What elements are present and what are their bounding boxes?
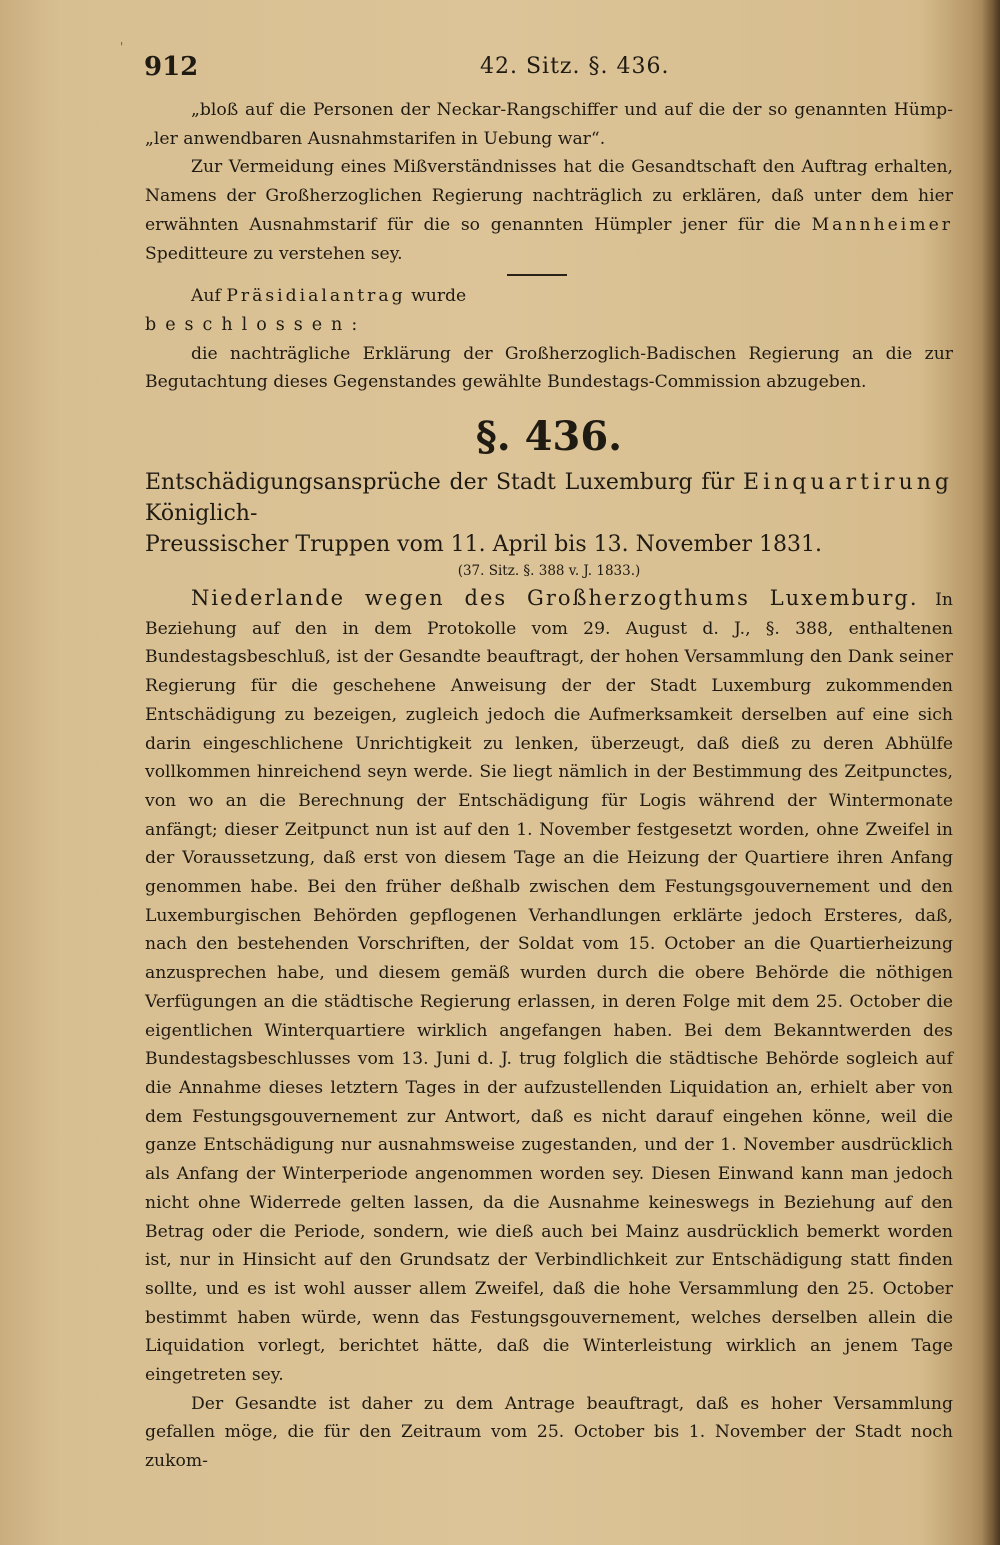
section-reference: (37. Sitz. §. 388 v. J. 1833.) [457, 563, 641, 580]
separator-rule [507, 274, 567, 276]
page-number: 912 [144, 52, 199, 82]
paragraph-clarification [145, 153, 953, 268]
body-paragraph-1 [145, 584, 953, 1390]
paragraph-end: Speditteure zu verstehen sey. [145, 243, 403, 264]
body-paragraph-2: Der Gesandte ist daher zu dem Antrage beauftragt, daß es hoher Versammlung gefallen möge, die für den Zeitraum vom 25. October bis 1. November der Stadt noch zukom- [145, 1393, 953, 1472]
decision-text: die nachträgliche Erklärung der Großherzoglich-Badischen Regierung an die zur Begutachtung dieses Gegenstandes gewählte Bundestags-Commission abzugeben. [145, 343, 953, 393]
decision-heading: beschlossen: [145, 314, 367, 335]
section-number: §. 436. [475, 413, 623, 461]
page-text [145, 96, 953, 1476]
body-text-1: In Beziehung auf den in dem Protokolle vom 29. August d. J., §. 388, enthaltenen Bundestagsbeschluß, ist der Gesandte beauftragt, der hohen Versammlung den Dank seiner Regierung für die geschehene Anweisung der der Stadt Luxemburg zukommenden Entschädigung zu bezeigen, zugleich jedoch die Aufmerksamkeit derselben auf eine sich darin eingeschlichene Unrichtigkeit zu lenken, überzeugt, daß dieß zu deren Abhülfe vollkommen hinreichend seyn werde. Sie liegt nämlich in der Bestimmung des Zeitpunctes, von wo an die Berechnung der Entschädigung für Logis während der Wintermonate anfängt; dieser Zeitpunct nun ist auf den 1. November festgesetzt worden, ohne Zweifel in der Voraussetzung, daß erst von diesem Tage an die Heizung der Quartiere ihren Anfang genommen habe. Bei den früher deßhalb zwischen dem Festungsgouvernement und den Luxemburgischen Behörden gepflogenen Verhandlungen erklärte jedoch Ersteres, daß, nach den bestehenden Vorschriften, der Soldat vom 15. October an die Quartierheizung anzusprechen habe, und diesem gemäß wurden durch die obere Behörde die nöthigen Verfügungen an die städtische Regierung erlassen, in deren Folge mit dem 25. October die eigentlichen Winterquartiere wirklich angefangen haben. Bei dem Bekanntwerden des Bundestagsbeschlusses vom 13. Juni d. J. trug folglich die städtische Behörde sogleich auf die Annahme dieses letztern Tages in der aufzustellenden Liquidation an, erhielt aber von dem Festungsgouvernement zur Antwort, daß es nicht darauf eingehen könne, weil die ganze Entschädigung nur ausnahmsweise zugestanden, und der 1. November ausdrücklich als Anfang der Winterperiode angenommen worden sey. Diesen Einwand kann man jedoch nicht ohne Widerrede gelten lassen, da die Ausnahme keineswegs in Beziehung auf den Betrag oder die Periode, sondern, wie dieß auch bei Mainz ausdrücklich bemerkt worden ist, nur in Hinsicht auf den Grundsatz der Verbindlichkeit zur Entschädigung statt finden sollte, und es ist wohl ausser allem Zweifel, daß die hohe Versammlung den 25. October bestimmt haben würde, wenn das Festungsgouvernement, welches derselben allein die Liquidation vorlegt, berichtet hätte, daß die Winterleistung wirklich an jenem Tage eingetreten sey. [145, 590, 953, 1386]
page-header [140, 52, 960, 86]
spaced-word: Mannheimer [811, 214, 953, 235]
decision-intro [145, 282, 953, 311]
lead-heading: Niederlande wegen des Großherzogthums Luxemburg. [191, 586, 919, 611]
running-head: 42. Sitz. §. 436. [480, 54, 670, 79]
paragraph-start: Zur [191, 157, 223, 178]
decision-intro-spaced: Präsidialantrag [226, 286, 406, 307]
paragraph-text: Vermeidung eines Mißverständnisses hat die Gesandtschaft den Auftrag erhalten, Namens der Großherzoglichen Regierung nachträglich zu erklären, daß unter dem hier erwähnten Ausnahmstarif für die so genannten Hümpler jener für die [145, 157, 953, 235]
quoted-text: „bloß auf die Personen der Neckar-Rangschiffer und auf die der so genannten Hümp- „ler anwendbaren Ausnahmstarifen in Uebung war“. [145, 100, 953, 149]
section-title-a: Entschädigungsansprüche der Stadt Luxemburg für [145, 470, 735, 496]
decision-intro-start: Auf [191, 286, 221, 307]
pencil-mark: ' [120, 40, 124, 54]
section-title [145, 467, 953, 560]
decision-intro-end: wurde [411, 286, 467, 307]
section-title-spaced: Einquartirung [743, 470, 953, 496]
section-title-line2: Preussischer Truppen vom 11. April bis 13. November 1831. [145, 532, 822, 558]
book-spine-shadow [982, 0, 1000, 1545]
section-title-b: Königlich- [145, 501, 258, 527]
